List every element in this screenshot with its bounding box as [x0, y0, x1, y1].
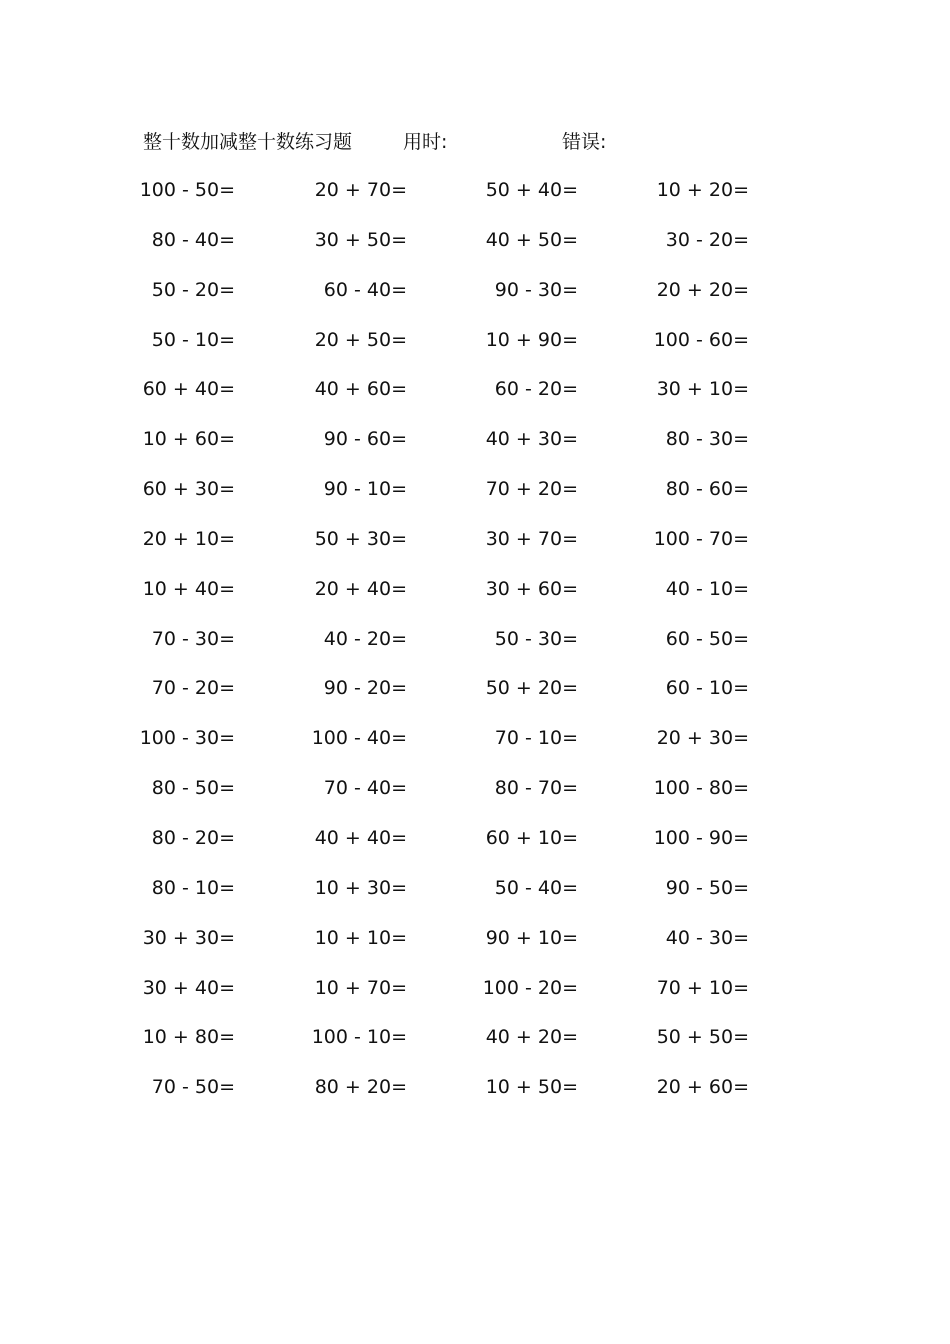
- arithmetic-problem: 100 - 70=: [653, 527, 749, 550]
- arithmetic-problem: 10 + 40=: [142, 577, 235, 600]
- arithmetic-problem: 20 + 30=: [656, 727, 749, 750]
- problem-row: [0, 873, 950, 923]
- arithmetic-problem: 80 - 50=: [151, 777, 235, 800]
- arithmetic-problem: 80 - 40=: [151, 228, 235, 251]
- arithmetic-problem: 60 - 50=: [665, 627, 749, 650]
- problem-row: [0, 474, 950, 524]
- arithmetic-problem: 30 + 50=: [314, 228, 407, 251]
- arithmetic-problem: 50 - 30=: [494, 627, 578, 650]
- arithmetic-problem: 70 - 40=: [323, 777, 407, 800]
- errors-label: 错误:: [562, 131, 607, 153]
- arithmetic-problem: 70 - 50=: [151, 1076, 235, 1099]
- arithmetic-problem: 10 + 50=: [485, 1076, 578, 1099]
- problem-grid: [0, 175, 950, 1122]
- arithmetic-problem: 40 + 20=: [485, 1026, 578, 1049]
- arithmetic-problem: 20 + 70=: [314, 179, 407, 201]
- arithmetic-problem: 60 + 40=: [142, 378, 235, 401]
- arithmetic-problem: 50 + 20=: [485, 677, 578, 700]
- arithmetic-problem: 50 + 40=: [485, 179, 578, 201]
- arithmetic-problem: 90 + 10=: [485, 926, 578, 949]
- arithmetic-problem: 80 - 20=: [151, 826, 235, 849]
- problem-row: [0, 1072, 950, 1122]
- arithmetic-problem: 20 + 50=: [314, 328, 407, 351]
- arithmetic-problem: 80 - 30=: [665, 428, 749, 451]
- arithmetic-problem: 80 - 60=: [665, 478, 749, 501]
- problem-row: [0, 673, 950, 723]
- arithmetic-problem: 70 - 20=: [151, 677, 235, 700]
- arithmetic-problem: 40 - 30=: [665, 926, 749, 949]
- problem-row: [0, 574, 950, 624]
- arithmetic-problem: 30 + 30=: [142, 926, 235, 949]
- problem-row: [0, 175, 950, 225]
- arithmetic-problem: 50 + 50=: [656, 1026, 749, 1049]
- arithmetic-problem: 30 + 10=: [656, 378, 749, 401]
- arithmetic-problem: 90 - 50=: [665, 876, 749, 899]
- arithmetic-problem: 40 - 20=: [323, 627, 407, 650]
- problem-row: [0, 1022, 950, 1072]
- arithmetic-problem: 100 - 80=: [653, 777, 749, 800]
- arithmetic-problem: 10 + 10=: [314, 926, 407, 949]
- problem-row: [0, 773, 950, 823]
- arithmetic-problem: 100 - 50=: [139, 179, 235, 201]
- arithmetic-problem: 30 + 60=: [485, 577, 578, 600]
- problem-row: [0, 723, 950, 773]
- arithmetic-problem: 90 - 60=: [323, 428, 407, 451]
- arithmetic-problem: 100 - 90=: [653, 826, 749, 849]
- worksheet-title: 整十数加减整十数练习题: [143, 131, 353, 153]
- arithmetic-problem: 100 - 20=: [482, 976, 578, 999]
- arithmetic-problem: 90 - 30=: [494, 278, 578, 301]
- arithmetic-problem: 30 + 70=: [485, 527, 578, 550]
- problem-row: [0, 424, 950, 474]
- arithmetic-problem: 30 + 40=: [142, 976, 235, 999]
- arithmetic-problem: 80 + 20=: [314, 1076, 407, 1099]
- arithmetic-problem: 40 + 50=: [485, 228, 578, 251]
- arithmetic-problem: 70 - 10=: [494, 727, 578, 750]
- arithmetic-problem: 70 + 20=: [485, 478, 578, 501]
- arithmetic-problem: 90 - 20=: [323, 677, 407, 700]
- arithmetic-problem: 100 - 40=: [311, 727, 407, 750]
- arithmetic-problem: 40 - 10=: [665, 577, 749, 600]
- arithmetic-problem: 100 - 30=: [139, 727, 235, 750]
- arithmetic-problem: 60 - 10=: [665, 677, 749, 700]
- arithmetic-problem: 20 + 10=: [142, 527, 235, 550]
- problem-row: [0, 524, 950, 574]
- arithmetic-problem: 10 + 70=: [314, 976, 407, 999]
- arithmetic-problem: 50 + 30=: [314, 527, 407, 550]
- arithmetic-problem: 10 + 20=: [656, 179, 749, 201]
- arithmetic-problem: 60 - 20=: [494, 378, 578, 401]
- arithmetic-problem: 60 - 40=: [323, 278, 407, 301]
- arithmetic-problem: 30 - 20=: [665, 228, 749, 251]
- arithmetic-problem: 100 - 10=: [311, 1026, 407, 1049]
- arithmetic-problem: 70 + 10=: [656, 976, 749, 999]
- arithmetic-problem: 20 + 60=: [656, 1076, 749, 1099]
- arithmetic-problem: 20 + 20=: [656, 278, 749, 301]
- problem-row: [0, 225, 950, 275]
- problem-row: [0, 973, 950, 1023]
- arithmetic-problem: 40 + 60=: [314, 378, 407, 401]
- arithmetic-problem: 50 - 10=: [151, 328, 235, 351]
- arithmetic-problem: 100 - 60=: [653, 328, 749, 351]
- arithmetic-problem: 40 + 40=: [314, 826, 407, 849]
- arithmetic-problem: 10 + 90=: [485, 328, 578, 351]
- arithmetic-problem: 50 - 20=: [151, 278, 235, 301]
- problem-row: [0, 374, 950, 424]
- arithmetic-problem: 60 + 30=: [142, 478, 235, 501]
- problem-row: [0, 624, 950, 674]
- arithmetic-problem: 90 - 10=: [323, 478, 407, 501]
- problem-row: [0, 923, 950, 973]
- problem-row: [0, 275, 950, 325]
- arithmetic-problem: 80 - 10=: [151, 876, 235, 899]
- arithmetic-problem: 80 - 70=: [494, 777, 578, 800]
- arithmetic-problem: 10 + 30=: [314, 876, 407, 899]
- arithmetic-problem: 60 + 10=: [485, 826, 578, 849]
- problem-row: [0, 325, 950, 375]
- arithmetic-problem: 20 + 40=: [314, 577, 407, 600]
- arithmetic-problem: 40 + 30=: [485, 428, 578, 451]
- arithmetic-problem: 10 + 60=: [142, 428, 235, 451]
- time-used-label: 用时:: [403, 131, 448, 153]
- problem-row: [0, 823, 950, 873]
- arithmetic-problem: 50 - 40=: [494, 876, 578, 899]
- arithmetic-problem: 10 + 80=: [142, 1026, 235, 1049]
- arithmetic-problem: 70 - 30=: [151, 627, 235, 650]
